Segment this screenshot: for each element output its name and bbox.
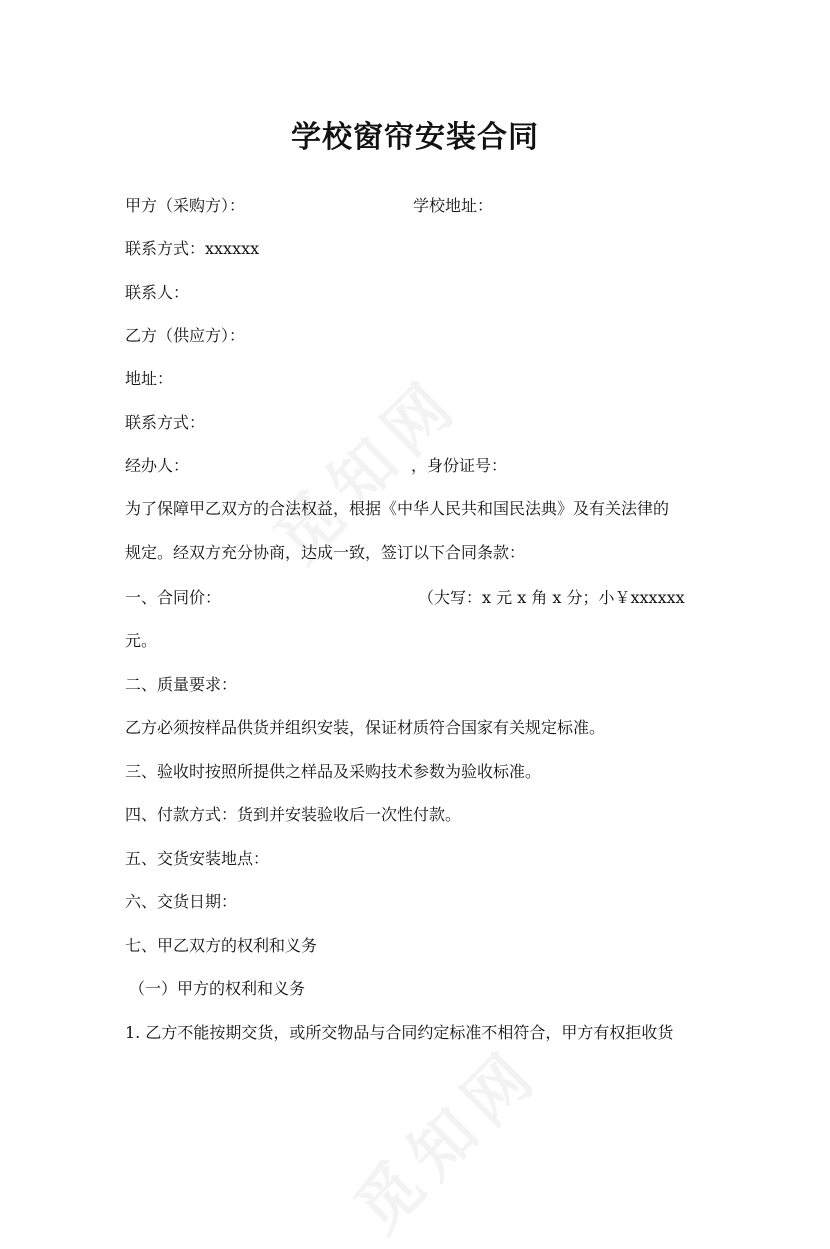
intro-paragraph-line-1: 为了保障甲乙双方的合法权益，根据《中华人民共和国民法典》及有关法律的 (125, 499, 670, 518)
handler-line (125, 455, 508, 477)
clause-1-line (125, 587, 685, 609)
party-a-label: 甲方（采购方）： (125, 196, 246, 215)
intro-paragraph-line-2: 规定。经双方充分协商，达成一致，签订以下合同条款： (125, 543, 526, 562)
id-number-label: ，身份证号： (411, 456, 508, 475)
party-b-line: 乙方（供应方）： (125, 326, 246, 345)
clause-2-text: 乙方必须按样品供货并组织安装，保证材质符合国家有关规定标准。 (125, 718, 606, 737)
subsection-1-heading: （一）甲方的权利和义务 (129, 979, 306, 998)
clause-1-amount: （大写：x 元 x 角 x 分；小￥xxxxxx (418, 588, 685, 607)
party-a-line (125, 195, 494, 217)
watermark-text-bottom (331, 1023, 557, 1249)
school-address-label: 学校地址： (413, 196, 494, 215)
clause-6-text: 六、交货日期： (125, 892, 238, 911)
contact-b-line: 联系方式： (125, 413, 206, 432)
contact-person-line: 联系人： (125, 283, 190, 302)
address-line: 地址： (125, 369, 174, 388)
clause-1-continuation: 元。 (125, 631, 158, 650)
clause-1-label: 一、合同价： (125, 588, 222, 607)
clause-3-text: 三、验收时按照所提供之样品及采购技术参数为验收标准。 (125, 762, 542, 781)
document-title: 学校窗帘安装合同 (291, 120, 539, 155)
handler-label: 经办人： (125, 456, 190, 475)
clause-2-heading: 二、质量要求： (125, 675, 238, 694)
contact-a-line: 联系方式：xxxxxx (125, 239, 260, 258)
clause-4-text: 四、付款方式：货到并安装验收后一次性付款。 (125, 805, 462, 824)
clause-5-text: 五、交货安装地点： (125, 849, 270, 868)
clause-7-text: 七、甲乙双方的权利和义务 (125, 936, 318, 955)
item-1-text: 1. 乙方不能按期交货，或所交物品与合同约定标准不相符合，甲方有权拒收货 (125, 1023, 674, 1042)
